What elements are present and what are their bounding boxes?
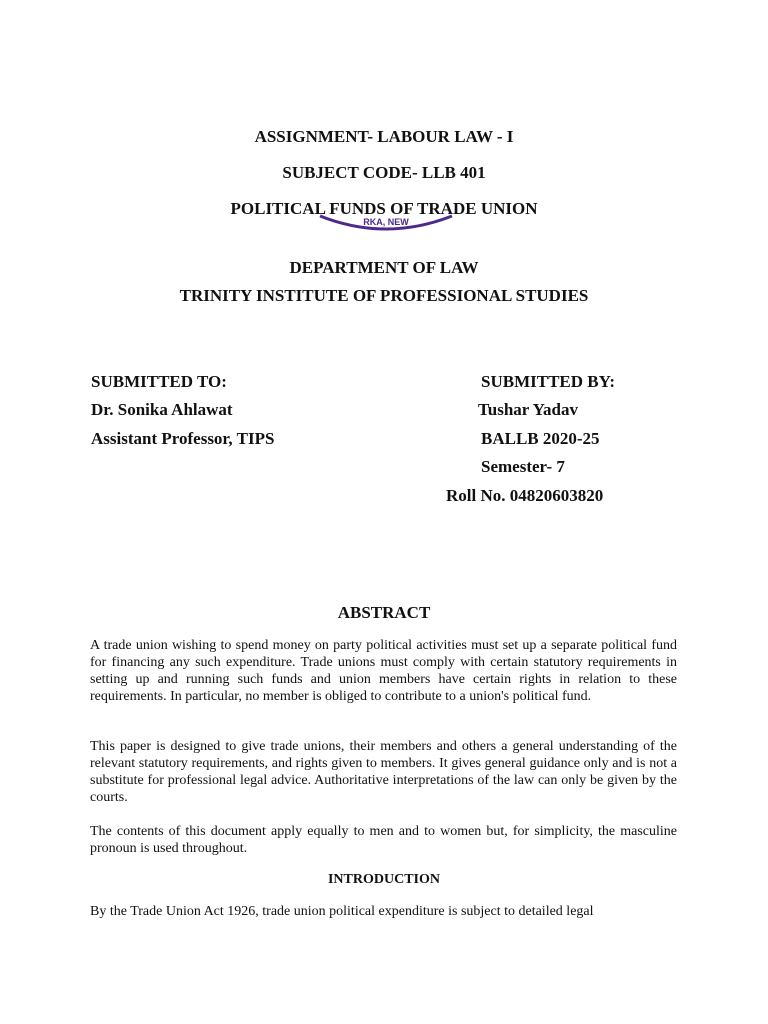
submitted-to-label: SUBMITTED TO: [91,372,227,391]
institute-name: TRINITY INSTITUTE OF PROFESSIONAL STUDIES [179,286,589,305]
abstract-paragraph-1: A trade union wishing to spend money on party political activities must set up a separate political fund for financing any such expenditure. Trade unions must comply with certain statutory requirements in setting up and running such funds and union members have certain rights in relation to these requirements. In particular, no member is obliged to contribute to a union's political fund. [90,638,677,704]
department-name: DEPARTMENT OF LAW [289,258,479,277]
abstract-paragraph-3: The contents of this document apply equally to men and to women but, for simplicity, the masculine pronoun is used throughout. [90,824,677,856]
submitted-to-name: Dr. Sonika Ahlawat [91,400,233,419]
submitted-by-label: SUBMITTED BY: [481,372,615,391]
introduction-first-line: By the Trade Union Act 1926, trade union political expenditure is subject to detailed legal [90,904,594,919]
submitted-by-name: Tushar Yadav [478,400,579,419]
subject-code: SUBJECT CODE- LLB 401 [282,163,486,182]
logo-text: RKA, NEW [363,217,409,227]
abstract-paragraph-2: This paper is designed to give trade unions, their members and others a general understanding of the relevant statutory requirements, and rights given to members. It gives general guidance only and is not a substitute for professional legal advice. Authoritative interpretations of the law can only be given by the courts. [90,739,677,805]
introduction-heading: INTRODUCTION [327,872,440,887]
submitted-by-semester: Semester- 7 [481,457,565,476]
assignment-title: ASSIGNMENT- LABOUR LAW - I [254,127,514,146]
submitted-by-roll: Roll No. 04820603820 [446,486,604,505]
submitted-by-course: BALLB 2020-25 [481,429,600,448]
abstract-heading: ABSTRACT [337,603,431,622]
submitted-to-designation: Assistant Professor, TIPS [91,429,275,448]
assignment-topic: POLITICAL FUNDS OF TRADE UNION [230,199,538,218]
